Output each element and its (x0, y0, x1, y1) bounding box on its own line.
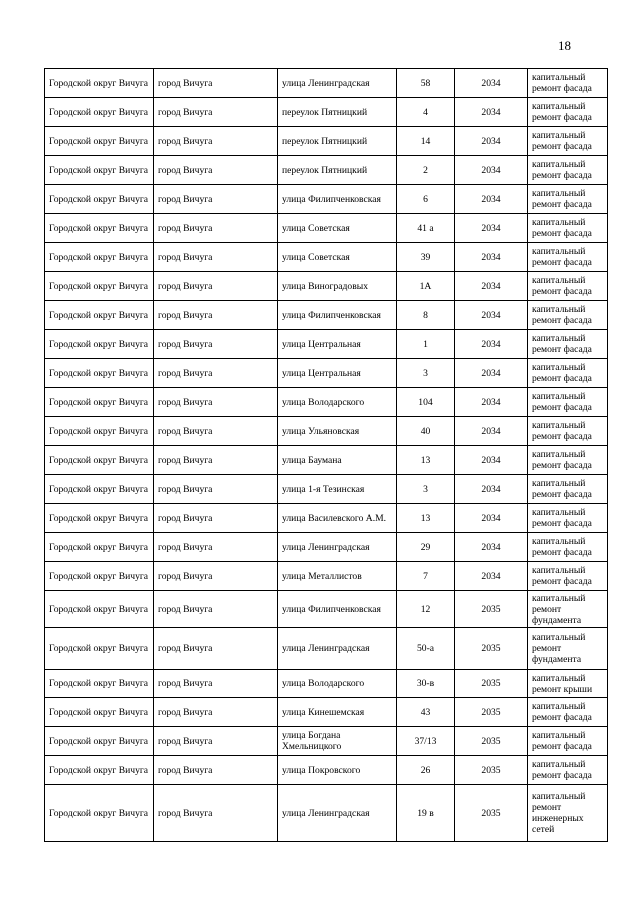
cell-street: улица Володарского (278, 670, 397, 698)
cell-number: 13 (397, 446, 455, 475)
cell-year: 2034 (455, 156, 528, 185)
cell-okrug: Городской округ Вичуга (45, 446, 154, 475)
cell-street: улица Ленинградская (278, 628, 397, 670)
cell-city: город Вичуга (154, 156, 278, 185)
table-row (45, 698, 608, 727)
cell-city: город Вичуга (154, 301, 278, 330)
cell-work: капитальный ремонт фасада (528, 330, 608, 359)
cell-year: 2035 (455, 756, 528, 785)
cell-okrug: Городской округ Вичуга (45, 185, 154, 214)
cell-city: город Вичуга (154, 628, 278, 670)
cell-number: 8 (397, 301, 455, 330)
cell-number: 30-в (397, 670, 455, 698)
cell-number: 39 (397, 243, 455, 272)
cell-street: улица Центральная (278, 359, 397, 388)
cell-street: улица Ленинградская (278, 533, 397, 562)
cell-work: капитальный ремонт фасада (528, 272, 608, 301)
cell-number: 12 (397, 591, 455, 628)
cell-city: город Вичуга (154, 475, 278, 504)
cell-work: капитальный ремонт фасада (528, 243, 608, 272)
cell-city: город Вичуга (154, 185, 278, 214)
table-row (45, 330, 608, 359)
table-body (45, 69, 608, 842)
cell-okrug: Городской округ Вичуга (45, 388, 154, 417)
cell-work: капитальный ремонт инженерных сетей (528, 785, 608, 842)
cell-work: капитальный ремонт фасада (528, 301, 608, 330)
table-row (45, 185, 608, 214)
cell-street: улица Советская (278, 243, 397, 272)
cell-year: 2034 (455, 417, 528, 446)
cell-year: 2034 (455, 533, 528, 562)
cell-okrug: Городской округ Вичуга (45, 417, 154, 446)
cell-city: город Вичуга (154, 591, 278, 628)
cell-street: улица Металлистов (278, 562, 397, 591)
table-row (45, 785, 608, 842)
cell-okrug: Городской округ Вичуга (45, 214, 154, 243)
cell-year: 2034 (455, 185, 528, 214)
cell-number: 29 (397, 533, 455, 562)
cell-city: город Вичуга (154, 785, 278, 842)
cell-okrug: Городской округ Вичуга (45, 670, 154, 698)
cell-number: 26 (397, 756, 455, 785)
table-row (45, 756, 608, 785)
cell-street: переулок Пятницкий (278, 156, 397, 185)
table-row (45, 446, 608, 475)
cell-year: 2034 (455, 504, 528, 533)
cell-okrug: Городской округ Вичуга (45, 756, 154, 785)
cell-number: 3 (397, 475, 455, 504)
cell-street: улица 1-я Тезинская (278, 475, 397, 504)
cell-work: капитальный ремонт фасада (528, 756, 608, 785)
table-row (45, 475, 608, 504)
cell-street: улица Филипченковская (278, 185, 397, 214)
cell-okrug: Городской округ Вичуга (45, 359, 154, 388)
cell-number: 41 а (397, 214, 455, 243)
table-row (45, 417, 608, 446)
cell-number: 40 (397, 417, 455, 446)
cell-work: капитальный ремонт фасада (528, 475, 608, 504)
cell-city: город Вичуга (154, 756, 278, 785)
cell-year: 2035 (455, 628, 528, 670)
cell-city: город Вичуга (154, 214, 278, 243)
table-row (45, 301, 608, 330)
table-row (45, 98, 608, 127)
cell-city: город Вичуга (154, 504, 278, 533)
cell-city: город Вичуга (154, 243, 278, 272)
cell-city: город Вичуга (154, 562, 278, 591)
cell-year: 2035 (455, 670, 528, 698)
table-row (45, 127, 608, 156)
cell-okrug: Городской округ Вичуга (45, 785, 154, 842)
cell-number: 104 (397, 388, 455, 417)
cell-city: город Вичуга (154, 127, 278, 156)
cell-work: капитальный ремонт фасада (528, 127, 608, 156)
cell-street: улица Филипченковская (278, 301, 397, 330)
cell-number: 13 (397, 504, 455, 533)
cell-street: улица Филипченковская (278, 591, 397, 628)
cell-okrug: Городской округ Вичуга (45, 156, 154, 185)
table-row (45, 69, 608, 98)
cell-work: капитальный ремонт фасада (528, 504, 608, 533)
cell-city: город Вичуга (154, 98, 278, 127)
cell-city: город Вичуга (154, 417, 278, 446)
cell-street: улица Покровского (278, 756, 397, 785)
table-row (45, 727, 608, 756)
repair-schedule-table (44, 68, 608, 842)
cell-street: улица Кинешемская (278, 698, 397, 727)
cell-work: капитальный ремонт фасада (528, 214, 608, 243)
table-row (45, 243, 608, 272)
cell-work: капитальный ремонт фасада (528, 533, 608, 562)
cell-year: 2034 (455, 127, 528, 156)
cell-number: 58 (397, 69, 455, 98)
table-row (45, 533, 608, 562)
cell-year: 2035 (455, 727, 528, 756)
cell-city: город Вичуга (154, 727, 278, 756)
cell-year: 2034 (455, 69, 528, 98)
cell-work: капитальный ремонт фасада (528, 359, 608, 388)
cell-year: 2034 (455, 475, 528, 504)
cell-work: капитальный ремонт фасада (528, 98, 608, 127)
table-row (45, 562, 608, 591)
cell-work: капитальный ремонт фасада (528, 446, 608, 475)
cell-year: 2035 (455, 698, 528, 727)
cell-number: 1 (397, 330, 455, 359)
table-row (45, 272, 608, 301)
cell-street: улица Ленинградская (278, 785, 397, 842)
cell-year: 2034 (455, 388, 528, 417)
cell-city: город Вичуга (154, 272, 278, 301)
cell-number: 43 (397, 698, 455, 727)
cell-street: улица Ленинградская (278, 69, 397, 98)
cell-year: 2034 (455, 301, 528, 330)
cell-number: 37/13 (397, 727, 455, 756)
cell-street: улица Василевского А.М. (278, 504, 397, 533)
cell-street: улица Володарского (278, 388, 397, 417)
cell-number: 6 (397, 185, 455, 214)
cell-okrug: Городской округ Вичуга (45, 628, 154, 670)
cell-number: 2 (397, 156, 455, 185)
cell-city: город Вичуга (154, 670, 278, 698)
cell-street: улица Богдана Хмельницкого (278, 727, 397, 756)
table-row (45, 388, 608, 417)
cell-year: 2035 (455, 785, 528, 842)
cell-year: 2034 (455, 98, 528, 127)
cell-year: 2034 (455, 446, 528, 475)
cell-okrug: Городской округ Вичуга (45, 330, 154, 359)
cell-okrug: Городской округ Вичуга (45, 301, 154, 330)
cell-okrug: Городской округ Вичуга (45, 69, 154, 98)
cell-street: переулок Пятницкий (278, 127, 397, 156)
cell-okrug: Городской округ Вичуга (45, 272, 154, 301)
cell-work: капитальный ремонт фундамента (528, 591, 608, 628)
cell-number: 4 (397, 98, 455, 127)
cell-number: 14 (397, 127, 455, 156)
cell-city: город Вичуга (154, 446, 278, 475)
cell-year: 2035 (455, 591, 528, 628)
cell-okrug: Городской округ Вичуга (45, 127, 154, 156)
cell-city: город Вичуга (154, 359, 278, 388)
cell-work: капитальный ремонт крыши (528, 670, 608, 698)
cell-number: 7 (397, 562, 455, 591)
cell-year: 2034 (455, 330, 528, 359)
cell-okrug: Городской округ Вичуга (45, 504, 154, 533)
table-row (45, 670, 608, 698)
table-row (45, 591, 608, 628)
cell-number: 19 в (397, 785, 455, 842)
cell-okrug: Городской округ Вичуга (45, 591, 154, 628)
cell-number: 3 (397, 359, 455, 388)
cell-okrug: Городской округ Вичуга (45, 698, 154, 727)
page-number: 18 (558, 38, 571, 53)
cell-okrug: Городской округ Вичуга (45, 533, 154, 562)
table-row (45, 156, 608, 185)
cell-okrug: Городской округ Вичуга (45, 475, 154, 504)
cell-okrug: Городской округ Вичуга (45, 562, 154, 591)
cell-work: капитальный ремонт фасада (528, 417, 608, 446)
cell-work: капитальный ремонт фасада (528, 185, 608, 214)
cell-city: город Вичуга (154, 330, 278, 359)
cell-year: 2034 (455, 359, 528, 388)
cell-work: капитальный ремонт фасада (528, 156, 608, 185)
cell-year: 2034 (455, 243, 528, 272)
cell-work: капитальный ремонт фундамента (528, 628, 608, 670)
cell-street: улица Центральная (278, 330, 397, 359)
cell-okrug: Городской округ Вичуга (45, 727, 154, 756)
cell-city: город Вичуга (154, 698, 278, 727)
cell-work: капитальный ремонт фасада (528, 698, 608, 727)
cell-work: капитальный ремонт фасада (528, 562, 608, 591)
cell-work: капитальный ремонт фасада (528, 727, 608, 756)
cell-street: переулок Пятницкий (278, 98, 397, 127)
table-row (45, 628, 608, 670)
cell-number: 1А (397, 272, 455, 301)
cell-number: 50-а (397, 628, 455, 670)
table-row (45, 214, 608, 243)
cell-city: город Вичуга (154, 69, 278, 98)
cell-street: улица Советская (278, 214, 397, 243)
cell-street: улица Ульяновская (278, 417, 397, 446)
cell-year: 2034 (455, 214, 528, 243)
cell-street: улица Виноградовых (278, 272, 397, 301)
cell-work: капитальный ремонт фасада (528, 388, 608, 417)
cell-okrug: Городской округ Вичуга (45, 243, 154, 272)
cell-city: город Вичуга (154, 388, 278, 417)
cell-work: капитальный ремонт фасада (528, 69, 608, 98)
cell-city: город Вичуга (154, 533, 278, 562)
table-row (45, 359, 608, 388)
cell-year: 2034 (455, 562, 528, 591)
table-row (45, 504, 608, 533)
cell-street: улица Баумана (278, 446, 397, 475)
cell-okrug: Городской округ Вичуга (45, 98, 154, 127)
cell-year: 2034 (455, 272, 528, 301)
